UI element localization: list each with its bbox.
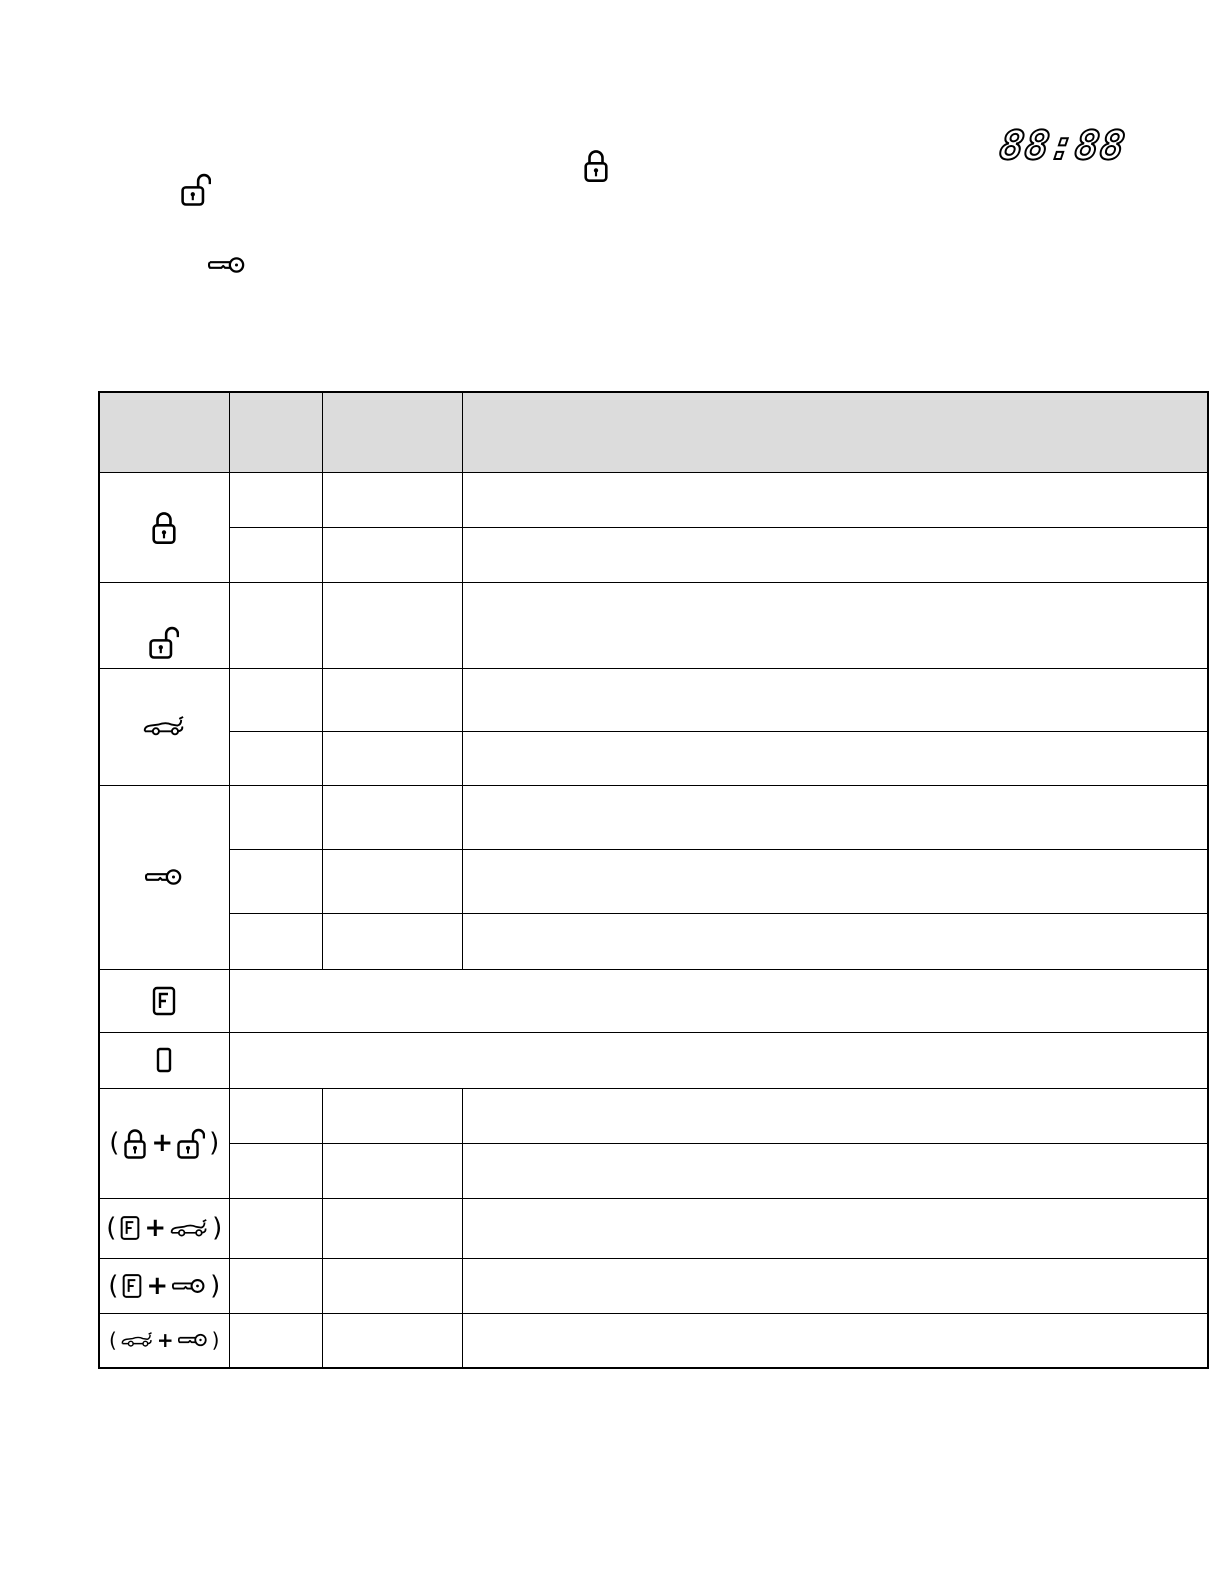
f-button-cell <box>99 969 229 1032</box>
plus-sign: + <box>146 1270 169 1301</box>
table-cell <box>322 527 462 582</box>
lock-icon <box>583 148 609 183</box>
merged-cell <box>229 1032 1208 1088</box>
table-cell <box>229 731 322 785</box>
table-cell <box>322 582 462 668</box>
table-cell <box>322 472 462 527</box>
f-button-icon <box>122 1273 142 1299</box>
unlock-button-cell <box>99 582 229 668</box>
table-cell <box>462 1143 1208 1198</box>
close-paren: ) <box>210 1270 221 1301</box>
table-cell <box>229 1313 322 1368</box>
table-cell <box>322 1313 462 1368</box>
table-cell <box>322 1143 462 1198</box>
close-paren: ) <box>212 1213 223 1243</box>
table-row <box>99 1088 1208 1143</box>
table-cell <box>322 731 462 785</box>
key-button-cell <box>99 785 229 969</box>
open-paren: ( <box>108 1270 119 1301</box>
table-cell <box>322 668 462 731</box>
lock-button-cell <box>99 472 229 582</box>
table-row <box>99 849 1208 913</box>
table-row <box>99 1198 1208 1258</box>
table-row <box>99 582 1208 668</box>
header-cell <box>229 392 322 472</box>
lock-unlock-combo-cell <box>99 1088 229 1198</box>
table-cell <box>229 472 322 527</box>
lock-icon <box>123 1127 147 1160</box>
table-row <box>99 1258 1208 1313</box>
table-row <box>99 1032 1208 1088</box>
table-cell <box>322 1088 462 1143</box>
table-cell <box>322 1258 462 1313</box>
table-cell <box>462 1198 1208 1258</box>
table-row <box>99 1313 1208 1368</box>
table-row <box>99 731 1208 785</box>
table-cell <box>462 1258 1208 1313</box>
table-cell <box>322 849 462 913</box>
key-icon <box>208 256 246 274</box>
open-paren: ( <box>109 1128 120 1158</box>
clock-display: 88:88 <box>996 123 1129 169</box>
table-cell <box>229 1198 322 1258</box>
plus-sign: + <box>151 1128 174 1158</box>
table-cell <box>462 785 1208 849</box>
table-row <box>99 913 1208 969</box>
table-cell <box>229 527 322 582</box>
table-cell <box>322 913 462 969</box>
table-row <box>99 668 1208 731</box>
header-cell <box>462 392 1208 472</box>
table-cell <box>462 849 1208 913</box>
table-cell <box>229 1258 322 1313</box>
table-cell <box>322 1198 462 1258</box>
table-row <box>99 472 1208 527</box>
unlock-icon <box>177 1127 205 1160</box>
table-row <box>99 527 1208 582</box>
table-row <box>99 969 1208 1032</box>
table-cell <box>462 668 1208 731</box>
table-cell <box>229 913 322 969</box>
key-icon <box>178 1333 208 1347</box>
blank-button-icon <box>156 1047 172 1073</box>
car-icon <box>143 716 185 737</box>
open-paren: ( <box>106 1213 117 1243</box>
plus-sign: + <box>156 1327 174 1352</box>
table-cell <box>229 1088 322 1143</box>
button-function-table <box>98 391 1209 1369</box>
key-icon <box>145 868 183 886</box>
blank-button-cell <box>99 1032 229 1088</box>
header-cell <box>322 392 462 472</box>
lock-icon <box>151 510 177 545</box>
header-cell <box>99 392 229 472</box>
table-cell <box>462 1088 1208 1143</box>
car-icon <box>121 1332 153 1348</box>
table-cell <box>462 1313 1208 1368</box>
plus-sign: + <box>144 1213 167 1243</box>
table-cell <box>322 785 462 849</box>
table-cell <box>462 913 1208 969</box>
table-cell <box>229 785 322 849</box>
f-car-combo-cell <box>99 1198 229 1258</box>
merged-cell <box>229 969 1208 1032</box>
table-cell <box>462 582 1208 668</box>
unlock-icon <box>149 625 179 660</box>
car-icon <box>170 1219 208 1238</box>
open-paren: ( <box>109 1327 117 1352</box>
table-cell <box>229 582 322 668</box>
car-button-cell <box>99 668 229 785</box>
close-paren: ) <box>209 1128 220 1158</box>
f-button-icon <box>152 986 176 1016</box>
table-cell <box>229 849 322 913</box>
f-key-combo-cell <box>99 1258 229 1313</box>
key-icon <box>172 1278 206 1294</box>
table-row <box>99 785 1208 849</box>
f-button-icon <box>120 1215 140 1241</box>
table-cell <box>462 731 1208 785</box>
table-header-row <box>99 392 1208 472</box>
table-cell <box>462 472 1208 527</box>
car-key-combo-cell <box>99 1313 229 1368</box>
unlock-icon <box>181 172 211 207</box>
table-cell <box>229 1143 322 1198</box>
table-cell <box>462 527 1208 582</box>
close-paren: ) <box>211 1327 220 1352</box>
table-row <box>99 1143 1208 1198</box>
table-cell <box>229 668 322 731</box>
